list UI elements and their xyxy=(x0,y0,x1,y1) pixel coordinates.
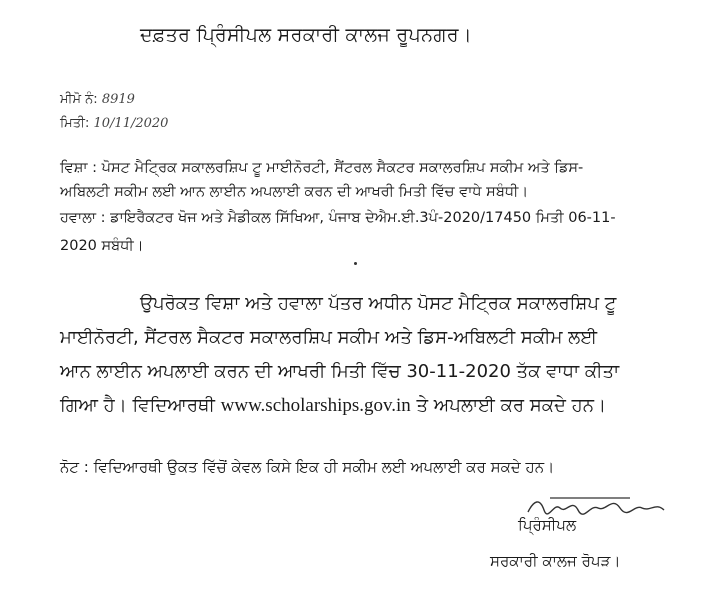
office-title: ਦਫ਼ਤਰ ਪ੍ਰਿੰਸੀਪਲ ਸਰਕਾਰੀ ਕਾਲਜ ਰੂਪਨਗਰ। xyxy=(140,24,472,46)
subject-line-1: ਵਿਸ਼ਾ : ਪੋਸਟ ਮੈਟ੍ਰਿਕ ਸਕਾਲਰਸ਼ਿਪ ਟੂ ਮਾਈਨੋਰਟੀ, ਸੈਂਟਰਲ ਸੈਕਟਰ ਸਕਾਲਰਸ਼ਿਪ ਸਕੀਮ ਅਤੇ ਡਿਸ- xyxy=(60,160,584,176)
signatory-title: ਪ੍ਰਿੰਸੀਪਲ xyxy=(518,516,577,534)
note-text: ਨੋਟ : ਵਿਦਿਆਰਥੀ ਉਕਤ ਵਿੱਚੋਂ ਕੇਵਲ ਕਿਸੇ ਇਕ ਹੀ ਸਕੀਮ ਲਈ ਅਪਲਾਈ ਕਰ ਸਕਦੇ ਹਨ। xyxy=(60,458,555,476)
date-label: ਮਿਤੀ: xyxy=(60,116,90,131)
reference-line-2: 2020 ਸਬੰਧੀ। xyxy=(60,238,144,254)
date-line xyxy=(60,116,168,131)
body-line-4 xyxy=(60,395,606,417)
body-line-2: ਮਾਈਨੋਰਟੀ, ਸੈਂਟਰਲ ਸੈਕਟਰ ਸਕਾਲਰਸ਼ਿਪ ਸਕੀਮ ਅਤੇ ਡਿਸ-ਅਬਿਲਟੀ ਸਕੀਮ ਲਈ xyxy=(60,327,598,348)
memo-label: ਮੀਮੋ ਨੰ: xyxy=(60,92,98,107)
memo-number-line xyxy=(60,92,135,107)
body-line-4-suffix: ਤੇ ਅਪਲਾਈ ਕਰ ਸਕਦੇ ਹਨ। xyxy=(416,395,607,416)
memo-number: 8919 xyxy=(101,92,135,107)
scholarship-url: www.scholarships.gov.in xyxy=(220,395,411,416)
ink-dot xyxy=(354,262,357,265)
body-line-1: ਉਪਰੋਕਤ ਵਿਸ਼ਾ ਅਤੇ ਹਵਾਲਾ ਪੱਤਰ ਅਧੀਨ ਪੋਸਟ ਮੈਟ੍ਰਿਕ ਸਕਾਲਰਸ਼ਿਪ ਟੂ xyxy=(140,293,617,314)
reference-line-1: ਹਵਾਲਾ : ਡਾਇਰੈਕਟਰ ਖੋਜ ਅਤੇ ਮੈਡੀਕਲ ਸਿੱਖਿਆ, ਪੰਜਾਬ ਦੇਐਮ.ਈ.3ਪੰ-2020/17450 ਮਿਤੀ 06-11- xyxy=(60,210,616,226)
date-value: 10/11/2020 xyxy=(93,116,169,131)
signatory-institution: ਸਰਕਾਰੀ ਕਾਲਜ ਰੋਪੜ। xyxy=(490,552,621,570)
subject-line-2: ਅਬਿਲਟੀ ਸਕੀਮ ਲਈ ਆਨ ਲਾਈਨ ਅਪਲਾਈ ਕਰਨ ਦੀ ਆਖਰੀ ਮਿਤੀ ਵਿੱਚ ਵਾਧੇ ਸਬੰਧੀ। xyxy=(60,184,529,200)
body-line-4-prefix: ਗਿਆ ਹੈ। ਵਿਦਿਆਰਥੀ xyxy=(60,395,215,416)
body-line-3: ਆਨ ਲਾਈਨ ਅਪਲਾਈ ਕਰਨ ਦੀ ਆਖਰੀ ਮਿਤੀ ਵਿੱਚ 30-11-2020 ਤੱਕ ਵਾਧਾ ਕੀਤਾ xyxy=(60,361,620,382)
